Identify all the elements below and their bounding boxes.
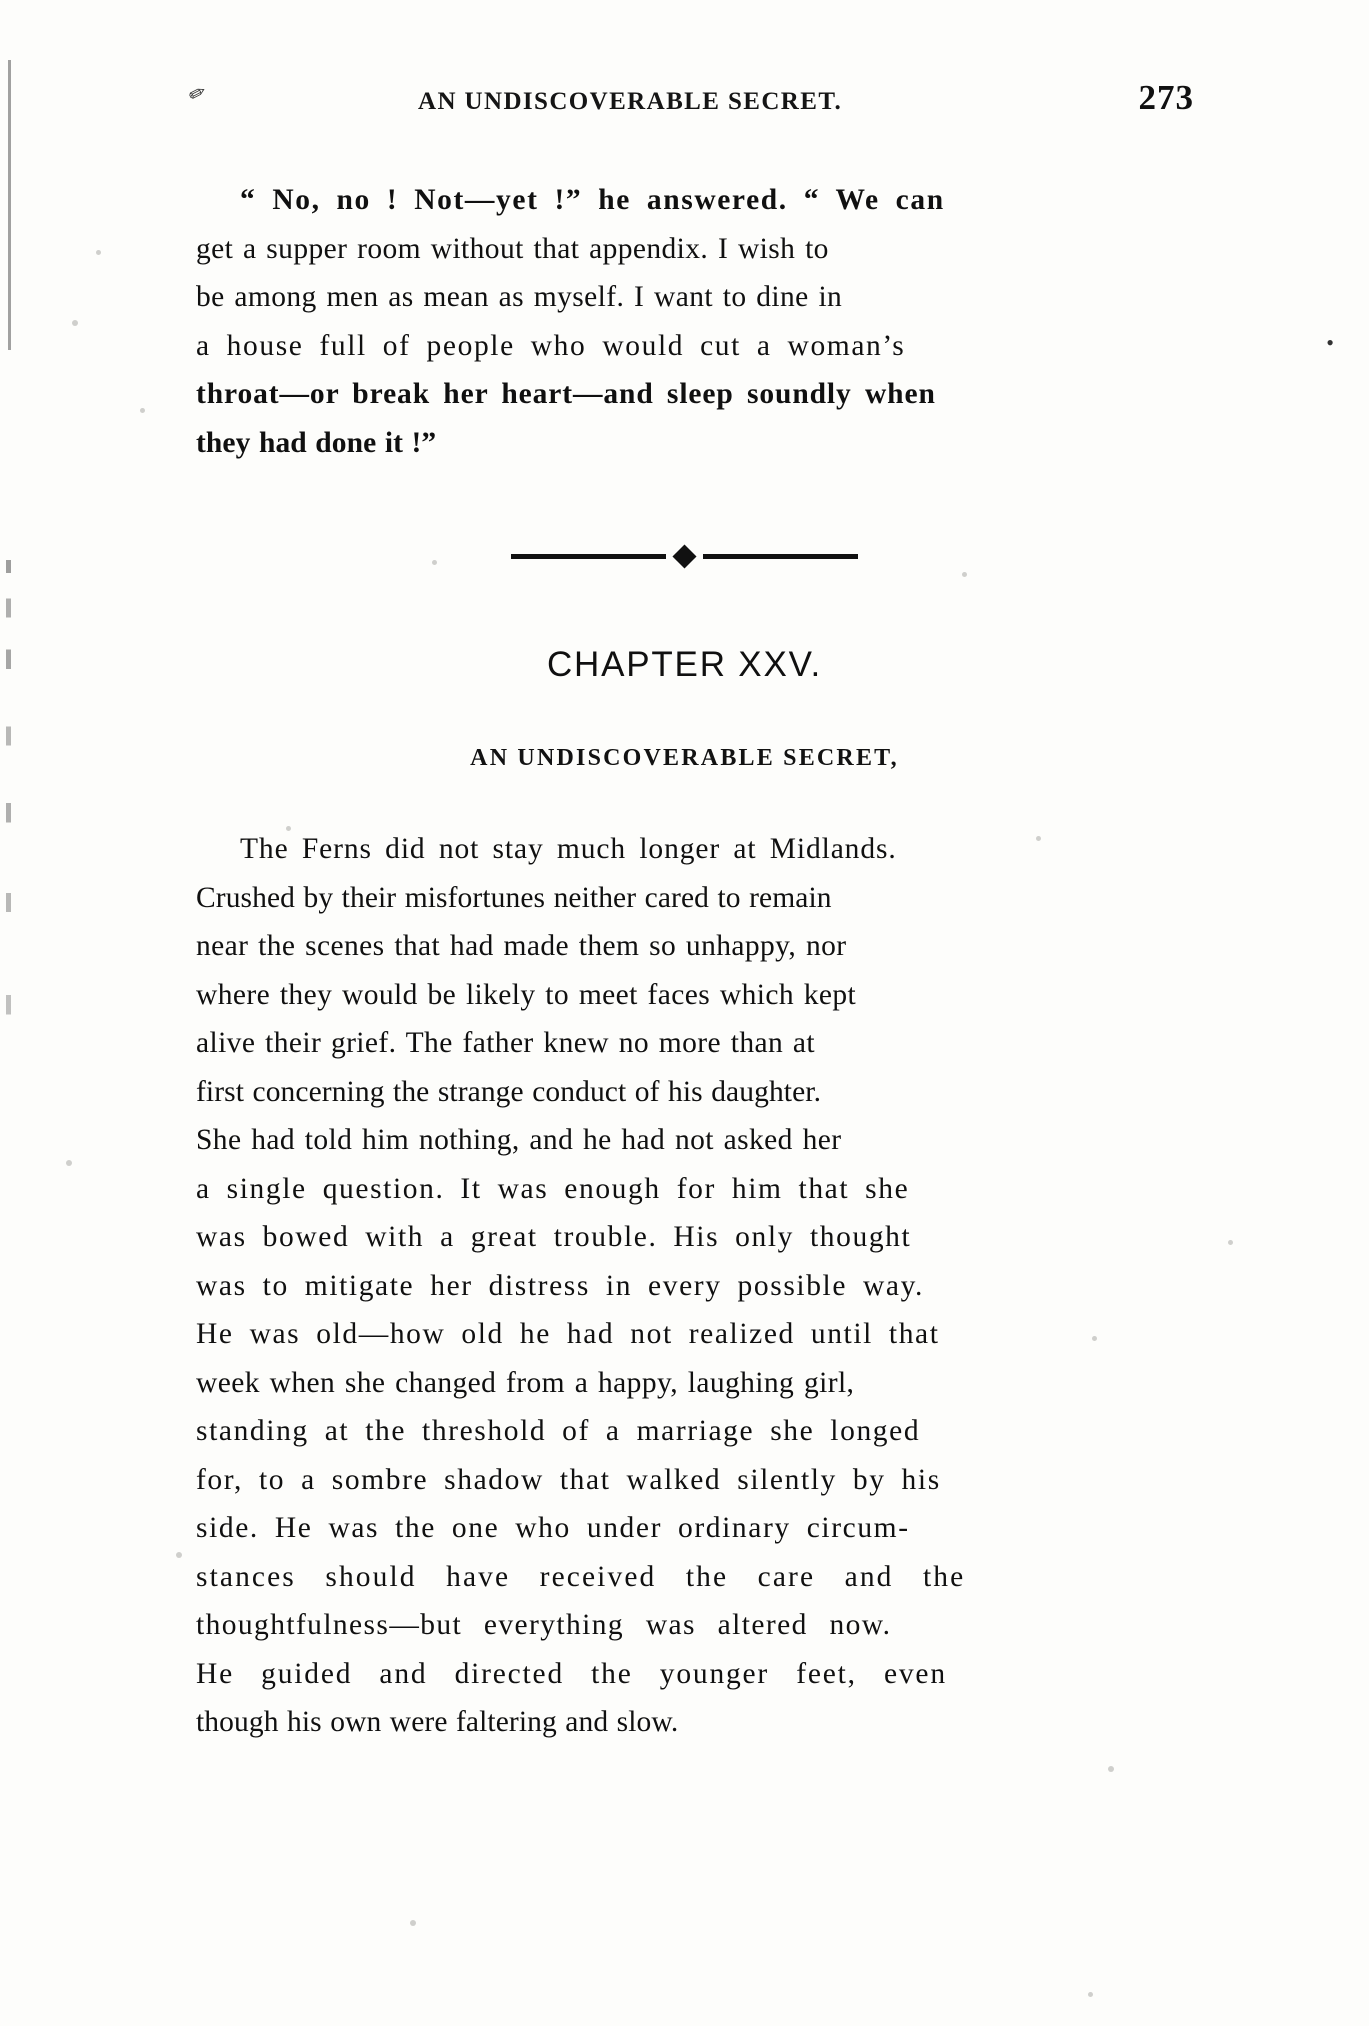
paragraph-continuation [196,176,1196,467]
text-line: get a supper room without that appendix. I wish to [196,232,829,265]
text-line: a house full of people who would cut a woman’s [196,329,906,362]
text-line: was bowed with a great trouble. His only thought [196,1221,912,1253]
text-line: a single question. It was enough for him that she [196,1172,910,1205]
text-line: was to mitigate her distress in every possible way. [196,1269,925,1302]
text-line: alive their grief. The father knew no more than at [196,1027,816,1059]
scan-speck [1088,1992,1093,1997]
text-line: “ No, no ! Not—yet !” he answered. “ We can [240,184,945,216]
paragraph-body [196,825,1196,1747]
text-line: Crushed by their misfortunes neither cared to remain [196,881,832,914]
chapter-heading: CHAPTER XXV. [546,645,823,684]
text-line: be among men as mean as myself. I want to dine in [196,281,843,313]
scan-speck [96,250,101,255]
text-line: stances should have received the care and the [196,1560,966,1593]
section-divider-ornament [0,548,1369,565]
divider-rule-left [511,554,666,559]
running-head-title: AN UNDISCOVERABLE SECRET. [418,88,843,115]
text-line: thoughtfulness—but everything was altered now. [196,1609,892,1641]
scan-speck [962,572,967,577]
scan-speck [176,1552,182,1558]
text-line: though his own were faltering and slow. [196,1706,679,1738]
text-line: side. He was the one who under ordinary circum- [196,1512,910,1544]
scan-speck [140,408,145,413]
scan-speck [1108,1766,1114,1772]
text-line: for, to a sombre shadow that walked silently by his [196,1463,941,1496]
text-line: near the scenes that had made them so unhappy, nor [196,930,847,962]
scan-edge-artifact-top [8,60,11,350]
corner-pen-mark-icon: ✐ [184,81,208,109]
text-line: where they would be likely to meet faces which kept [196,978,857,1011]
diamond-icon [672,544,696,568]
text-line: He was old—how old he had not realized until that [196,1318,940,1350]
text-line: throat—or break her heart—and sleep soundly when [196,378,936,410]
text-line: He guided and directed the younger feet, even [196,1657,947,1690]
text-line: standing at the threshold of a marriage she longed [196,1415,921,1447]
margin-mark-icon: • [1326,330,1334,355]
text-line: they had done it !” [196,426,437,459]
page-number: 273 [1138,78,1194,117]
divider-rule-right [703,554,858,559]
scan-speck [72,320,78,326]
text-line: first concerning the strange conduct of his daughter. [196,1075,822,1108]
text-line: week when she changed from a happy, laughing girl, [196,1366,855,1399]
scan-speck [1228,1240,1233,1245]
running-head [178,88,1198,116]
scan-speck [410,1920,416,1926]
chapter-subtitle: AN UNDISCOVERABLE SECRET, [470,745,899,771]
text-line: The Ferns did not stay much longer at Midlands. [240,833,897,865]
text-line: She had told him nothing, and he had not asked her [196,1124,842,1156]
scan-speck [66,1160,72,1166]
